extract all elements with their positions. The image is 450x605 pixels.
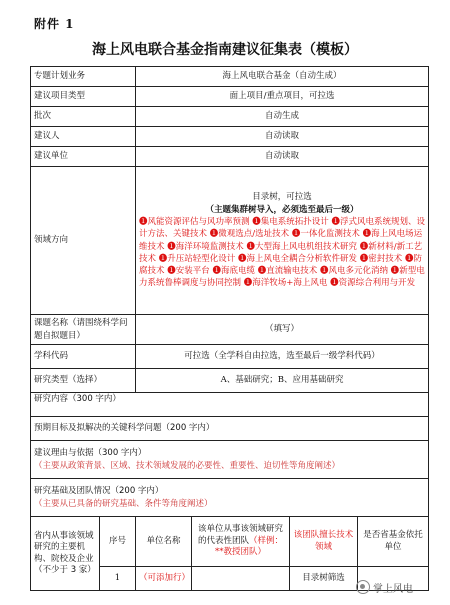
col-team-header-example: （样例：**教授团队） (215, 535, 284, 558)
batch-label: 批次 (31, 107, 136, 127)
field-direction-option[interactable] (159, 254, 236, 264)
bullet-icon: ❶ (237, 253, 247, 264)
field-direction-option[interactable] (238, 254, 357, 264)
field-direction-option[interactable] (167, 242, 244, 252)
topic-name-input[interactable]: （填写） (136, 315, 429, 345)
row-reason (31, 441, 429, 479)
bullet-icon: ❶ (390, 266, 400, 277)
field-direction-option-label: 一体化监测技术 (300, 229, 360, 240)
goal-label: 预期目标及拟解决的关键科学问题（200 字内） (34, 423, 215, 434)
field-direction-option[interactable] (258, 266, 318, 276)
proposer-unit-value: 自动读取 (136, 147, 429, 167)
field-direction-option-label: 新型电力系统鲁棒调度与协同控制 (139, 266, 425, 289)
leader-field-select[interactable]: 目录树筛选 (290, 567, 358, 591)
field-direction-option-label: 新材料/新工艺技术 (139, 241, 423, 264)
plan-business-label: 专题计划业务 (31, 67, 136, 87)
discipline-code-label: 学科代码 (31, 345, 136, 369)
row-field-direction (31, 167, 429, 315)
field-direction-option-label: 海洋牧场+海上风电 (252, 278, 328, 289)
col-is-provincial-header: 是否省基金依托单位 (358, 517, 429, 567)
field-direction-option[interactable] (167, 266, 210, 276)
reason-field[interactable] (31, 441, 429, 479)
field-direction-option-label: 海上风电全耦合分析软件研发 (246, 253, 357, 264)
bullet-icon: ❶ (359, 253, 369, 264)
research-content-label: 研究内容（300 字内） (34, 394, 121, 404)
row-proposer-unit (31, 147, 429, 167)
field-direction-option[interactable] (139, 217, 250, 227)
goal-field[interactable] (31, 417, 429, 441)
field-direction-option-label: 直流输电技术 (266, 266, 318, 277)
field-direction-option-label: 海底电缆 (220, 266, 255, 277)
field-direction-option-label: 风电多元化消纳 (328, 266, 388, 277)
reason-label: 建议理由与依据（300 字内） (34, 448, 147, 459)
field-direction-option-label: 资源综合利用与开发 (338, 278, 416, 289)
field-direction-option-label: 海洋环境监测技术 (175, 241, 244, 252)
row-goal (31, 417, 429, 441)
bullet-icon: ❶ (330, 278, 339, 289)
bullet-icon: ❶ (246, 241, 255, 252)
plan-business-value[interactable]: 海上风电联合基金（自动生成） (136, 67, 429, 87)
bullet-icon: ❶ (319, 266, 329, 277)
bullet-icon: ❶ (167, 266, 176, 277)
bullet-icon: ❶ (257, 266, 267, 277)
bullet-icon: ❶ (291, 229, 301, 240)
row-discipline-code (31, 345, 429, 369)
row-plan-business (31, 67, 429, 87)
project-type-label: 建议项目类型 (31, 87, 136, 107)
proposer-value: 自动读取 (136, 127, 429, 147)
wechat-logo-icon (356, 580, 370, 594)
discipline-code-select[interactable]: 可拉选（全学科自由拉选，选至最后一级学科代码） (136, 345, 429, 369)
row-batch (31, 107, 429, 127)
proposer-unit-label: 建议单位 (31, 147, 136, 167)
row-research-type (31, 369, 429, 393)
watermark-text: 掌上风电 (373, 584, 413, 595)
institutions-label: 省内从事该领域研究的主要机构、院校及企业（不少于 3 家） (31, 517, 100, 591)
reason-hint: （主要从政策背景、区域、技术领域发展的必要性、重要性、迫切性等角度阐述） (34, 460, 341, 471)
proposer-label: 建议人 (31, 127, 136, 147)
bullet-icon: ❶ (167, 241, 176, 252)
row-foundation (31, 479, 429, 517)
field-direction-options[interactable] (139, 216, 425, 290)
bullet-icon: ❶ (252, 216, 261, 227)
field-direction-option-label: 微观选点/选址技术 (218, 229, 290, 240)
field-direction-option[interactable] (360, 254, 403, 264)
col-team-header (192, 517, 290, 567)
bullet-icon: ❶ (139, 216, 148, 227)
col-leader-field-header: 该团队擅长技术领域 (290, 517, 358, 567)
field-direction-option[interactable] (252, 217, 329, 227)
form-title: 海上风电联合基金指南建议征集表（模板） (92, 42, 358, 58)
foundation-field[interactable] (31, 479, 429, 517)
field-direction-option-label: 升压站轻型化设计 (167, 253, 236, 264)
institution-team-cell[interactable] (192, 567, 290, 591)
bullet-icon: ❶ (359, 241, 369, 252)
field-direction-option-label: 大型海上风电机组技术研究 (254, 241, 357, 252)
foundation-label: 研究基础及团队情况（200 字内） (34, 486, 164, 497)
field-direction-label: 领域方向 (31, 167, 136, 315)
project-type-select[interactable]: 面上项目/重点项目，可拉选 (136, 87, 429, 107)
topic-name-label: 课题名称（请围绕科学问题自拟题目） (31, 315, 136, 345)
annex-label: 附件 1 (34, 17, 75, 31)
bullet-icon: ❶ (404, 253, 414, 264)
bullet-icon: ❶ (243, 278, 253, 289)
row-research-content (31, 393, 429, 417)
row-institutions-header (31, 517, 429, 567)
field-direction-line1: 目录树，可拉选 (252, 192, 312, 203)
field-direction-option[interactable] (292, 229, 360, 239)
add-row-button[interactable]: （可添加行） (136, 567, 192, 591)
bullet-icon: ❶ (209, 229, 219, 240)
field-direction-option[interactable] (244, 278, 328, 288)
field-direction-option[interactable] (320, 266, 388, 276)
bullet-icon: ❶ (331, 216, 340, 227)
field-direction-option-label: 海上风电场运维技术 (139, 229, 423, 252)
row-topic-name (31, 315, 429, 345)
col-team-header-main: 该单位从事该领域研究的代表性团队 (198, 524, 284, 546)
research-type-label: 研究类型（选择） (31, 369, 136, 393)
field-direction-option-label: 防腐技术 (139, 253, 422, 277)
col-index-header: 序号 (100, 517, 136, 567)
row-proposer (31, 127, 429, 147)
institution-index: 1 (100, 567, 136, 591)
watermark (356, 580, 413, 595)
field-direction-option-label: 安装平台 (175, 266, 210, 277)
research-content-field[interactable] (31, 393, 429, 417)
col-unit-name-header: 单位名称 (136, 517, 192, 567)
bullet-icon: ❶ (362, 229, 372, 240)
field-direction-option[interactable] (212, 266, 255, 276)
field-direction-option-label: 浮式风电系统规划、设计方法、关键技术 (139, 216, 426, 240)
field-direction-option-label: 密封技术 (368, 253, 403, 264)
batch-value: 自动生成 (136, 107, 429, 127)
field-direction-option[interactable] (210, 229, 289, 239)
research-type-select[interactable]: A、基础研究；B、应用基础研究 (136, 369, 429, 393)
foundation-hint: （主要从已具备的研究基础、条件等角度阐述） (34, 498, 213, 509)
field-direction-option-label: 集电系统拓扑设计 (260, 216, 329, 227)
field-direction-line2: （主题集群树导入，必须选至最后一级） (205, 204, 359, 215)
proposal-form-table (30, 66, 429, 591)
bullet-icon: ❶ (212, 266, 221, 277)
field-direction-option[interactable] (246, 242, 357, 252)
row-project-type (31, 87, 429, 107)
field-direction-option-label: 风能资源评估与风功率预测 (147, 216, 250, 227)
field-direction-option[interactable] (330, 278, 415, 288)
bullet-icon: ❶ (158, 253, 168, 264)
field-direction-tree[interactable] (136, 167, 429, 315)
